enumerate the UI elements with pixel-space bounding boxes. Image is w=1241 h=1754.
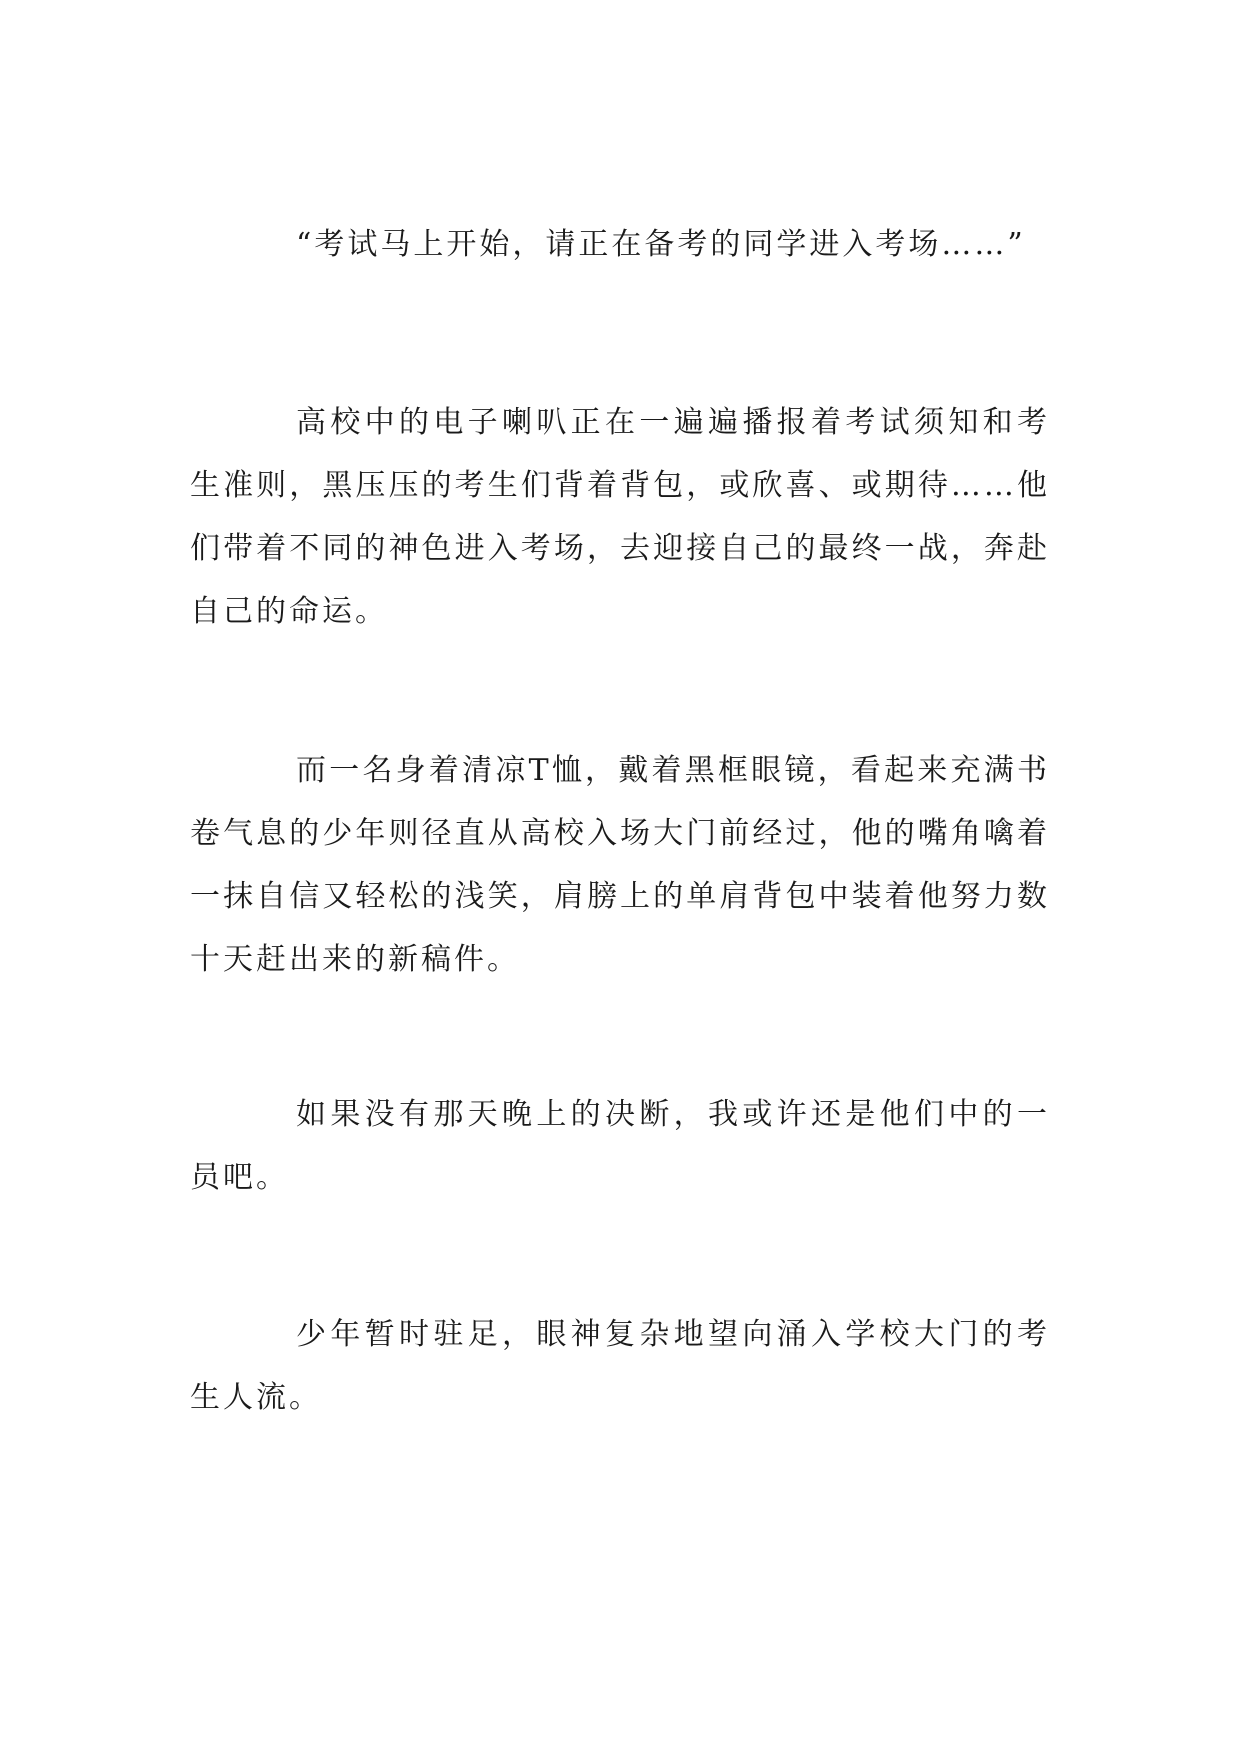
paragraph-young-man: 而一名身着清凉T恤，戴着黑框眼镜，看起来充满书卷气息的少年则径直从高校入场大门前经过，他的嘴角噙着一抹自信又轻松的浅笑，肩膀上的单肩背包中装着他努力数十天赶出来的新稿件。 xyxy=(190,753,1050,977)
paragraph-announcement-quote: “考试马上开始，请正在备考的同学进入考场……” xyxy=(296,227,1026,262)
paragraph-exam-scene: 高校中的电子喇叭正在一遍遍播报着考试须知和考生准则，黑压压的考生们背着背包，或欣喜、或期待……他们带着不同的神色进入考场，去迎接自己的最终一战，奔赴自己的命运。 xyxy=(190,405,1050,629)
paragraph-gaze: 少年暂时驻足，眼神复杂地望向涌入学校大门的考生人流。 xyxy=(190,1317,1050,1415)
paragraph-decision: 如果没有那天晚上的决断，我或许还是他们中的一员吧。 xyxy=(190,1097,1050,1195)
